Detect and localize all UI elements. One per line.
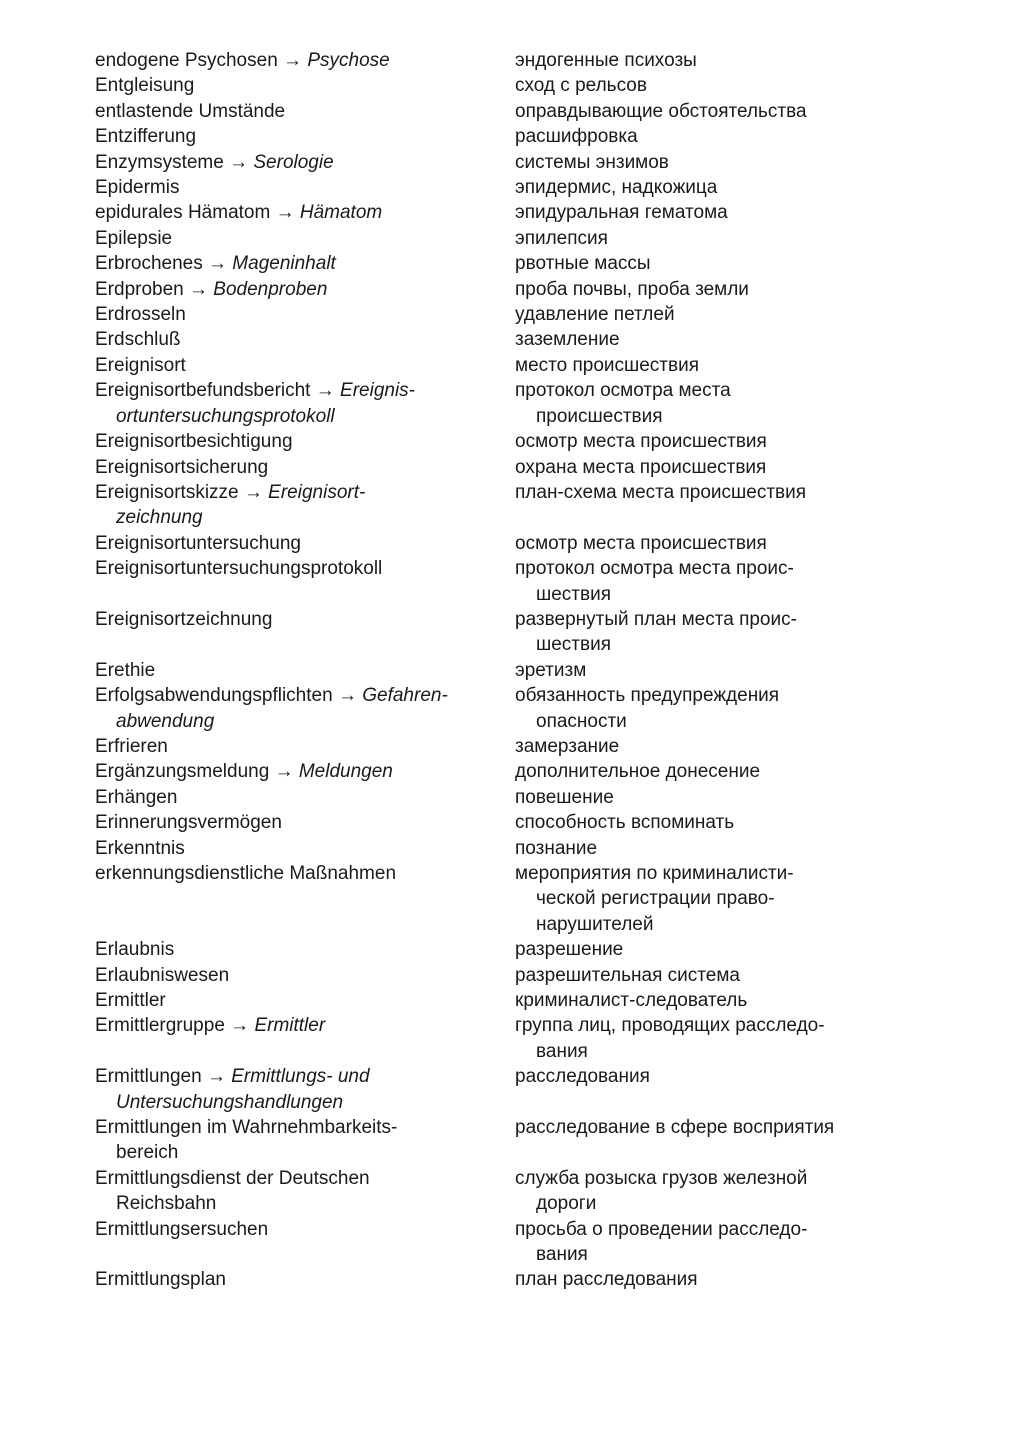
russian-term: группа лиц, проводящих расследо- bbox=[515, 1015, 825, 1037]
german-term: Ereignisortskizze bbox=[95, 481, 239, 503]
german-entry bbox=[95, 99, 475, 124]
german-term: Erdrosseln bbox=[95, 304, 186, 326]
russian-continuation: происшествия bbox=[536, 405, 663, 427]
cross-reference-arrow: → bbox=[189, 278, 209, 300]
german-entry bbox=[95, 810, 475, 835]
russian-entry bbox=[515, 48, 875, 73]
russian-term: протокол осмотра места проис- bbox=[515, 558, 794, 580]
cross-reference-term: Hämatom bbox=[299, 202, 383, 224]
russian-term: познание bbox=[515, 837, 598, 859]
russian-term: повешение bbox=[515, 786, 614, 808]
german-term: Ermittler bbox=[95, 989, 166, 1011]
russian-line bbox=[515, 99, 875, 124]
russian-entry bbox=[515, 1267, 875, 1292]
russian-entry bbox=[515, 963, 875, 988]
german-entry bbox=[95, 734, 475, 759]
russian-term: просьба о проведении расследо- bbox=[515, 1218, 808, 1240]
german-entry bbox=[95, 429, 475, 454]
cross-reference-arrow: → bbox=[243, 481, 263, 503]
german-entry bbox=[95, 48, 475, 73]
russian-line bbox=[515, 429, 875, 454]
german-term: Erhängen bbox=[95, 786, 178, 808]
cross-reference-continuation: ortuntersuchungsprotokoll bbox=[116, 405, 335, 427]
cross-reference-arrow: → bbox=[315, 380, 335, 402]
cross-reference-term: Psychose bbox=[307, 50, 390, 71]
russian-term: проба почвы, проба земли bbox=[515, 278, 749, 300]
german-entry bbox=[95, 861, 475, 937]
german-line bbox=[95, 429, 475, 454]
russian-entry bbox=[515, 455, 875, 480]
russian-entry bbox=[515, 785, 875, 810]
russian-line bbox=[515, 480, 875, 505]
german-entry bbox=[95, 836, 475, 861]
spacer bbox=[95, 1039, 475, 1064]
cross-reference-continuation: abwendung bbox=[116, 710, 215, 732]
russian-continuation: вания bbox=[536, 1244, 588, 1266]
russian-continuation: опасности bbox=[536, 710, 627, 732]
russian-line bbox=[515, 785, 875, 810]
russian-line bbox=[515, 251, 875, 276]
cross-reference-arrow: → bbox=[283, 50, 303, 71]
german-term: Erfrieren bbox=[95, 735, 168, 757]
russian-term: эндогенные психозы bbox=[515, 50, 697, 71]
german-term: Ermittlergruppe bbox=[95, 1015, 225, 1037]
russian-term: криминалист-следователь bbox=[515, 990, 748, 1012]
german-line bbox=[95, 124, 475, 149]
german-term: Epilepsie bbox=[95, 227, 173, 249]
russian-term: удавление петлей bbox=[515, 304, 675, 326]
russian-line bbox=[515, 810, 875, 835]
german-entry bbox=[95, 937, 475, 962]
russian-continuation: нарушителей bbox=[536, 913, 654, 935]
russian-term: место происшествия bbox=[515, 354, 700, 376]
german-term: Ereignisortsicherung bbox=[95, 456, 269, 478]
spacer bbox=[515, 1140, 875, 1165]
russian-term: развернутый план места проис- bbox=[515, 608, 797, 630]
german-line bbox=[95, 531, 475, 556]
cross-reference-arrow: → bbox=[274, 761, 294, 783]
russian-line bbox=[515, 48, 875, 73]
russian-term: мероприятия по криминалисти- bbox=[515, 862, 794, 884]
german-term: Ergänzungsmeldung bbox=[95, 761, 270, 783]
german-entry bbox=[95, 1013, 475, 1064]
german-entry bbox=[95, 759, 475, 784]
german-term: Ermittlungsersuchen bbox=[95, 1218, 269, 1240]
russian-entry bbox=[515, 480, 875, 531]
german-term: Ereignisortuntersuchungsprotokoll bbox=[95, 558, 383, 580]
russian-line bbox=[515, 327, 875, 352]
cross-reference-term: Meldungen bbox=[298, 761, 393, 783]
german-term: Epidermis bbox=[95, 177, 180, 199]
spacer bbox=[515, 1090, 875, 1115]
russian-term: эпидуральная гематома bbox=[515, 202, 728, 224]
german-line bbox=[95, 1013, 475, 1038]
russian-entry bbox=[515, 734, 875, 759]
cross-reference-arrow: → bbox=[230, 1015, 250, 1037]
german-line bbox=[95, 1064, 475, 1089]
russian-term: протокол осмотра места bbox=[515, 380, 731, 402]
russian-entry bbox=[515, 1115, 875, 1166]
german-line bbox=[95, 683, 475, 708]
russian-entry bbox=[515, 378, 875, 429]
russian-line bbox=[515, 861, 875, 886]
german-entry bbox=[95, 455, 475, 480]
german-entry bbox=[95, 277, 475, 302]
german-entry bbox=[95, 73, 475, 98]
russian-line bbox=[515, 658, 875, 683]
german-term: Erdproben bbox=[95, 278, 184, 300]
russian-term: разрешение bbox=[515, 939, 624, 961]
german-entry bbox=[95, 1115, 475, 1166]
russian-entry bbox=[515, 124, 875, 149]
german-term: Erdschluß bbox=[95, 329, 181, 351]
german-line bbox=[95, 353, 475, 378]
russian-entry bbox=[515, 200, 875, 225]
russian-term: эпилепсия bbox=[515, 227, 608, 249]
russian-line bbox=[515, 531, 875, 556]
russian-line bbox=[515, 759, 875, 784]
spacer bbox=[95, 582, 475, 607]
german-term: Erkenntnis bbox=[95, 837, 185, 859]
german-term: entlastende Umstände bbox=[95, 100, 286, 122]
russian-entry bbox=[515, 1013, 875, 1064]
russian-term: план-схема места происшествия bbox=[515, 481, 807, 503]
german-line bbox=[95, 455, 475, 480]
german-entry bbox=[95, 683, 475, 734]
german-line bbox=[95, 480, 475, 505]
german-line bbox=[95, 73, 475, 98]
russian-line bbox=[515, 1115, 875, 1140]
russian-entry bbox=[515, 531, 875, 556]
russian-line bbox=[515, 734, 875, 759]
german-term: erkennungsdienstliche Maßnahmen bbox=[95, 862, 397, 884]
russian-entry bbox=[515, 150, 875, 175]
cross-reference-continuation: zeichnung bbox=[116, 507, 203, 529]
cross-reference-term: Ereignisort- bbox=[268, 481, 366, 503]
russian-continuation: дороги bbox=[536, 1193, 597, 1215]
russian-entry bbox=[515, 99, 875, 124]
german-line bbox=[95, 200, 475, 225]
german-term: Entgleisung bbox=[95, 75, 195, 97]
cross-reference-term: Mageninhalt bbox=[232, 253, 336, 275]
german-line bbox=[95, 99, 475, 124]
russian-entry bbox=[515, 658, 875, 683]
russian-continuation: ческой регистрации право- bbox=[536, 888, 775, 910]
russian-entry bbox=[515, 937, 875, 962]
german-line bbox=[95, 963, 475, 988]
russian-term: эретизм bbox=[515, 659, 587, 681]
german-line bbox=[95, 277, 475, 302]
german-continuation: bereich bbox=[116, 1142, 179, 1164]
german-entry bbox=[95, 150, 475, 175]
russian-entry bbox=[515, 226, 875, 251]
russian-entry bbox=[515, 73, 875, 98]
russian-term: служба розыска грузов железной bbox=[515, 1167, 808, 1189]
german-line bbox=[95, 226, 475, 251]
russian-line bbox=[515, 302, 875, 327]
german-line bbox=[95, 836, 475, 861]
russian-line bbox=[515, 937, 875, 962]
russian-line bbox=[515, 1217, 875, 1242]
cross-reference-term: Ermittlungs- und bbox=[231, 1066, 370, 1088]
russian-line bbox=[515, 683, 875, 708]
german-terms-column bbox=[95, 48, 475, 1293]
russian-line bbox=[515, 150, 875, 175]
russian-line bbox=[515, 200, 875, 225]
russian-line bbox=[515, 455, 875, 480]
german-line bbox=[95, 48, 475, 73]
russian-entry bbox=[515, 302, 875, 327]
russian-line bbox=[515, 353, 875, 378]
russian-term: эпидермис, надкожица bbox=[515, 177, 718, 199]
german-term: Enzymsysteme bbox=[95, 151, 224, 173]
russian-continuation: шествия bbox=[536, 634, 612, 656]
german-term: endogene Psychosen bbox=[95, 50, 278, 71]
german-entry bbox=[95, 200, 475, 225]
russian-entry bbox=[515, 861, 875, 937]
russian-term: осмотр места происшествия bbox=[515, 431, 767, 453]
german-line bbox=[95, 810, 475, 835]
german-line bbox=[95, 327, 475, 352]
german-term: Ermittlungen bbox=[95, 1066, 202, 1088]
german-term: Ermittlungsplan bbox=[95, 1269, 226, 1291]
german-term: Erethie bbox=[95, 659, 156, 681]
russian-line bbox=[515, 963, 875, 988]
german-entry bbox=[95, 175, 475, 200]
cross-reference-term: Serologie bbox=[253, 151, 334, 173]
russian-term: план расследования bbox=[515, 1269, 698, 1291]
german-line bbox=[95, 1267, 475, 1292]
russian-line bbox=[515, 988, 875, 1013]
german-line bbox=[95, 1217, 475, 1242]
german-line bbox=[95, 556, 475, 581]
cross-reference-continuation: Untersuchungshandlungen bbox=[116, 1091, 344, 1113]
german-entry bbox=[95, 556, 475, 607]
german-entry bbox=[95, 1166, 475, 1217]
russian-line bbox=[515, 277, 875, 302]
german-entry bbox=[95, 302, 475, 327]
german-entry bbox=[95, 327, 475, 352]
russian-entry bbox=[515, 277, 875, 302]
cross-reference-arrow: → bbox=[206, 1066, 226, 1088]
russian-term: рвотные массы bbox=[515, 253, 651, 275]
russian-line bbox=[515, 1064, 875, 1089]
german-entry bbox=[95, 531, 475, 556]
russian-term: способность вспоминать bbox=[515, 812, 735, 834]
cross-reference-arrow: → bbox=[208, 253, 228, 275]
russian-line bbox=[515, 1013, 875, 1038]
spacer bbox=[95, 912, 475, 937]
russian-line bbox=[515, 226, 875, 251]
german-term: Ereignisort bbox=[95, 354, 186, 376]
russian-line bbox=[515, 1166, 875, 1191]
russian-term: расшифровка bbox=[515, 126, 638, 148]
german-line bbox=[95, 607, 475, 632]
russian-entry bbox=[515, 251, 875, 276]
russian-translations-column bbox=[515, 48, 875, 1293]
cross-reference-term: Bodenproben bbox=[213, 278, 328, 300]
german-term: Entzifferung bbox=[95, 126, 197, 148]
german-line bbox=[95, 150, 475, 175]
german-entry bbox=[95, 963, 475, 988]
russian-entry bbox=[515, 607, 875, 658]
russian-line bbox=[515, 607, 875, 632]
russian-entry bbox=[515, 683, 875, 734]
spacer bbox=[95, 632, 475, 657]
german-entry bbox=[95, 251, 475, 276]
german-entry bbox=[95, 378, 475, 429]
german-line bbox=[95, 1115, 475, 1140]
german-term: Ereignisortuntersuchung bbox=[95, 532, 301, 554]
cross-reference-term: Ereignis- bbox=[340, 380, 416, 402]
russian-line bbox=[515, 175, 875, 200]
russian-entry bbox=[515, 810, 875, 835]
russian-continuation: вания bbox=[536, 1040, 588, 1062]
german-entry bbox=[95, 988, 475, 1013]
german-term: Ereignisortbefundsbericht bbox=[95, 380, 311, 402]
german-entry bbox=[95, 124, 475, 149]
russian-term: замерзание bbox=[515, 735, 620, 757]
spacer bbox=[95, 1242, 475, 1267]
german-term: Erlaubnis bbox=[95, 939, 175, 961]
russian-entry bbox=[515, 353, 875, 378]
cross-reference-arrow: → bbox=[275, 202, 295, 224]
russian-term: расследование в сфере восприятия bbox=[515, 1117, 835, 1139]
german-entry bbox=[95, 1267, 475, 1292]
russian-term: оправдывающие обстоятельства bbox=[515, 100, 807, 122]
russian-entry bbox=[515, 759, 875, 784]
russian-term: дополнительное донесение bbox=[515, 761, 761, 783]
german-term: Ereignisortzeichnung bbox=[95, 608, 273, 630]
russian-line bbox=[515, 124, 875, 149]
russian-term: охрана места происшествия bbox=[515, 456, 767, 478]
russian-term: обязанность предупреждения bbox=[515, 685, 780, 707]
russian-continuation: шествия bbox=[536, 583, 612, 605]
german-entry bbox=[95, 226, 475, 251]
cross-reference-term: Ermittler bbox=[254, 1015, 326, 1037]
russian-line bbox=[515, 836, 875, 861]
german-term: Ereignisortbesichtigung bbox=[95, 431, 293, 453]
russian-line bbox=[515, 378, 875, 403]
german-entry bbox=[95, 1064, 475, 1115]
german-line bbox=[95, 175, 475, 200]
spacer bbox=[515, 505, 875, 530]
german-line bbox=[95, 658, 475, 683]
german-term: Erinnerungsvermögen bbox=[95, 812, 282, 834]
russian-entry bbox=[515, 1166, 875, 1217]
german-line bbox=[95, 759, 475, 784]
russian-term: разрешительная система bbox=[515, 964, 740, 986]
russian-line bbox=[515, 73, 875, 98]
russian-entry bbox=[515, 1064, 875, 1115]
cross-reference-arrow: → bbox=[337, 685, 357, 707]
russian-entry bbox=[515, 1217, 875, 1268]
german-entry bbox=[95, 480, 475, 531]
russian-line bbox=[515, 556, 875, 581]
german-continuation: Reichsbahn bbox=[116, 1193, 217, 1215]
german-entry bbox=[95, 1217, 475, 1268]
german-entry bbox=[95, 785, 475, 810]
german-entry bbox=[95, 353, 475, 378]
russian-line bbox=[515, 1267, 875, 1292]
russian-entry bbox=[515, 327, 875, 352]
german-line bbox=[95, 734, 475, 759]
german-line bbox=[95, 785, 475, 810]
german-term: Erlaubniswesen bbox=[95, 964, 230, 986]
russian-term: заземление bbox=[515, 329, 620, 351]
cross-reference-term: Gefahren- bbox=[362, 685, 448, 707]
german-line bbox=[95, 937, 475, 962]
german-line bbox=[95, 302, 475, 327]
cross-reference-arrow: → bbox=[229, 151, 249, 173]
russian-term: системы энзимов bbox=[515, 151, 669, 173]
russian-term: расследования bbox=[515, 1066, 650, 1088]
german-entry bbox=[95, 607, 475, 658]
russian-entry bbox=[515, 175, 875, 200]
spacer bbox=[95, 886, 475, 911]
german-term: epidurales Hämatom bbox=[95, 202, 271, 224]
russian-entry bbox=[515, 429, 875, 454]
german-line bbox=[95, 988, 475, 1013]
german-line bbox=[95, 861, 475, 886]
russian-entry bbox=[515, 836, 875, 861]
german-term: Ermittlungsdienst der Deutschen bbox=[95, 1167, 370, 1189]
german-line bbox=[95, 251, 475, 276]
german-entry bbox=[95, 658, 475, 683]
german-term: Ermittlungen im Wahrnehmbarkeits- bbox=[95, 1116, 398, 1138]
german-term: Erfolgsabwendungspflichten bbox=[95, 685, 333, 707]
russian-entry bbox=[515, 556, 875, 607]
russian-term: сход с рельсов bbox=[515, 75, 647, 97]
russian-term: осмотр места происшествия bbox=[515, 532, 767, 554]
german-line bbox=[95, 378, 475, 403]
german-line bbox=[95, 1166, 475, 1191]
german-term: Erbrochenes bbox=[95, 253, 203, 275]
russian-entry bbox=[515, 988, 875, 1013]
